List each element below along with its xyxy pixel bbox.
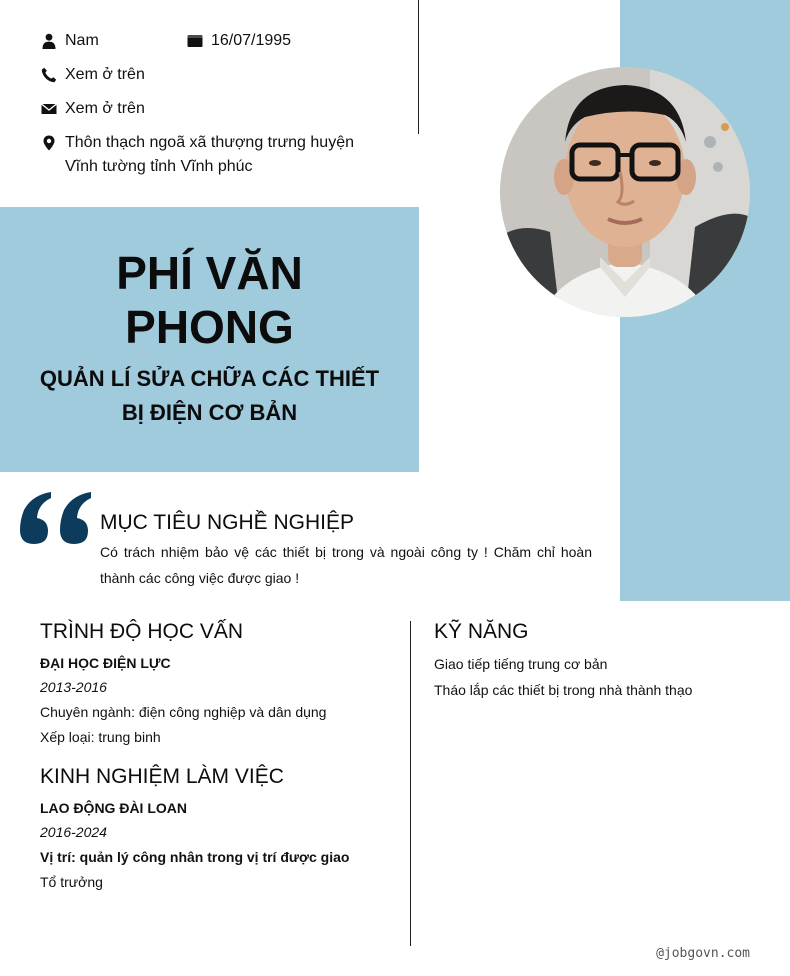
profile-photo [500, 67, 750, 317]
divider-bottom [410, 621, 411, 946]
skills-title: KỸ NĂNG [434, 620, 529, 643]
map-pin-icon [40, 131, 58, 155]
experience-title: KINH NGHIỆM LÀM VIỆC [40, 765, 284, 788]
calendar-icon [186, 29, 204, 53]
education-school: ĐẠI HỌC ĐIỆN LỰC [40, 655, 171, 671]
gender-value: Nam [65, 32, 99, 49]
job-title [20, 362, 399, 430]
address-line-2: Vĩnh tường tỉnh Vĩnh phúc [65, 158, 253, 175]
birthdate-row [186, 29, 291, 53]
divider-top [418, 0, 419, 134]
quote-mark-icon [18, 490, 94, 546]
address-value [65, 131, 354, 179]
watermark: @jobgovn.com [656, 946, 750, 961]
title-line-1: QUẢN LÍ SỬA CHỮA CÁC THIẾT [39, 366, 380, 391]
skills-section [434, 619, 754, 703]
phone-row [40, 63, 145, 87]
experience-role: Tổ trưởng [40, 874, 103, 890]
address-row [40, 131, 354, 179]
experience-company: LAO ĐỘNG ĐÀI LOAN [40, 800, 187, 816]
email-row [40, 97, 145, 121]
gender-row [40, 29, 99, 53]
user-icon [40, 29, 58, 53]
skill-item: Tháo lắp các thiết bị trong nhà thành thạo [434, 682, 693, 698]
birthdate-value: 16/07/1995 [211, 32, 292, 49]
email-value: Xem ở trên [65, 100, 145, 117]
education-section [40, 619, 400, 747]
experience-period: 2016-2024 [40, 824, 107, 840]
education-rank: Xếp loại: trung binh [40, 729, 161, 745]
address-line-1: Thôn thạch ngoã xã thượng trưng huyện [65, 134, 354, 151]
objective-text: Có trách nhiệm bảo vệ các thiết bị trong và ngoài công ty ! Chăm chỉ hoàn thành các công việc được giao ! [100, 544, 592, 586]
experience-section [40, 764, 400, 892]
experience-position: Vị trí: quản lý công nhân trong vị trí được giao [40, 849, 350, 865]
envelope-icon [40, 97, 58, 121]
full-name [0, 246, 419, 354]
phone-value: Xem ở trên [65, 66, 145, 83]
education-period: 2013-2016 [40, 679, 107, 695]
name-line-1: PHÍ VĂN [116, 247, 303, 299]
objective-title: MỤC TIÊU NGHỀ NGHIỆP [100, 511, 354, 534]
education-title: TRÌNH ĐỘ HỌC VẤN [40, 620, 244, 643]
skill-item: Giao tiếp tiếng trung cơ bản [434, 656, 608, 672]
phone-icon [40, 63, 58, 87]
education-major: Chuyên ngành: điện công nghiệp và dân dụng [40, 704, 327, 720]
name-line-2: PHONG [125, 301, 294, 353]
title-line-2: BỊ ĐIỆN CƠ BẢN [121, 400, 298, 425]
